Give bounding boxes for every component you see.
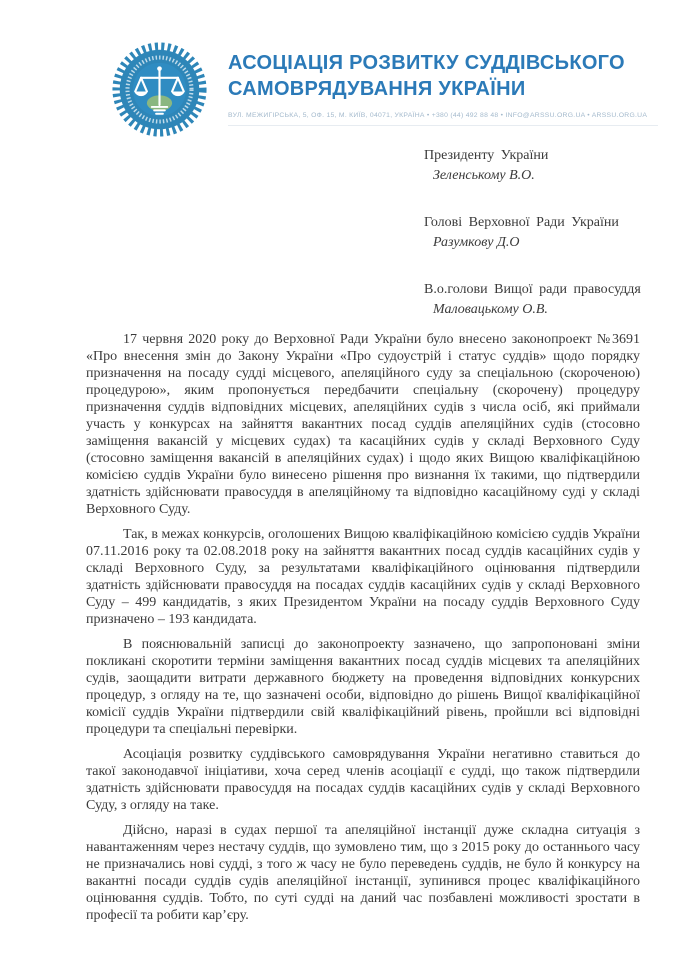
recipient-name: Разумкову Д.О [433, 235, 520, 250]
recipient-block [424, 146, 669, 347]
recipient-title: В.о.голови Вищої ради правосуддя [424, 282, 641, 297]
paragraph-4: Асоціація розвитку суддівського самоврядування України негативно ставиться до такої законодавчої ініціативи, хоча серед членів асоціації є судді, що також підтвердили здатність здійснювати правосуддя на посадах суддів касаційних судів у складі Верховного Суду, з огляду на таке. [86, 747, 640, 813]
letterhead-divider [228, 125, 658, 126]
recipient-name: Маловацькому О.В. [433, 302, 548, 317]
contact-line: ВУЛ. МЕЖИГІРСЬКА, 5, ОФ. 15, М. КИЇВ, 04071, УКРАЇНА • +380 (44) 492 88 48 • INFO@ARSSU.ORG.UA • ARSSU.ORG.UA [228, 112, 648, 119]
paragraph-1: 17 червня 2020 року до Верховної Ради України було внесено законопроект №3691 «Про внесення змін до Закону України «Про судоустрій і статус суддів» щодо порядку призначення на посаду судді місцевого, апеляційного суду за спеціальною (скороченою) процедурою», яким пропонується передбачити спеціальну (скорочену) процедуру призначення суддів відповідних місцевих, апеляційних судів з числа осіб, які приймали участь у конкурсах на зайняття вакантних посад суддів апеляційних судів (стосовно заміщення вакансій у місцевих судах) та касаційних судів у складі Верховного Суду (стосовно заміщення вакансій в апеляційних судах) і щодо яких Вищою кваліфікаційною комісією суддів України було винесено рішення про визнання їх такими, що підтвердили здатність здійснювати правосуддя в апеляційному та відповідно касаційному суді у складі Верховного Суду. [86, 332, 640, 517]
org-name-line2: САМОВРЯДУВАННЯ УКРАЇНИ [228, 78, 526, 100]
recipient-name: Зеленському В.О. [433, 168, 535, 183]
recipient-justice-council-head [424, 280, 669, 319]
letterhead [0, 0, 698, 140]
paragraph-3: В пояснювальній записці до законопроекту зазначено, що запропоновані зміни покликані скоротити терміни заміщення вакантних посад суддів місцевих та апеляційних судів, заощадити витрати державного бюджету на проведення відповідних конкурсних процедур, з огляду на те, що зазначені особи, відповідно до рішень Вищої кваліфікаційної комісії суддів України підтвердили свій кваліфікаційний рівень, пройшли всі відповідні процедури та спеціальні перевірки. [86, 637, 640, 737]
org-name [228, 50, 673, 102]
paragraph-2: Так, в межах конкурсів, оголошених Вищою кваліфікаційною комісією суддів України 07.11.2016 року та 02.08.2018 року на зайняття вакантних посад суддів касаційних судів у складі Верховного Суду, за результатами кваліфікаційного оцінювання підтвердили здатність здійснювати правосуддя на посадах суддів касаційних судів у складі Верховного Суду – 499 кандидатів, з яких Президентом України на посаду суддів Верховного Суду призначено – 193 кандидата. [86, 527, 640, 627]
org-logo-scales-icon [111, 41, 208, 138]
recipient-title: Голові Верховної Ради України [424, 215, 619, 230]
org-name-line1: АСОЦІАЦІЯ РОЗВИТКУ СУДДІВСЬКОГО [228, 52, 625, 74]
letter-body [86, 331, 640, 932]
recipient-parliament-head [424, 213, 669, 252]
paragraph-5: Дійсно, наразі в судах першої та апеляційної інстанції дуже складна ситуація з навантаженням через нестачу суддів, що зумовлено тим, що з 2015 року до останнього часу не призначались нові судді, з того ж часу не було переведень суддів, не було й конкурсу на вакантні посади суддів судів апеляційної інстанції, зупинився процес кваліфікаційного оцінювання суддів. Тобто, по суті судді на даний час позбавлені можливості зростати в професії та робити кар’єру. [86, 823, 640, 923]
recipient-title: Президенту України [424, 148, 549, 163]
recipient-president [424, 146, 669, 185]
